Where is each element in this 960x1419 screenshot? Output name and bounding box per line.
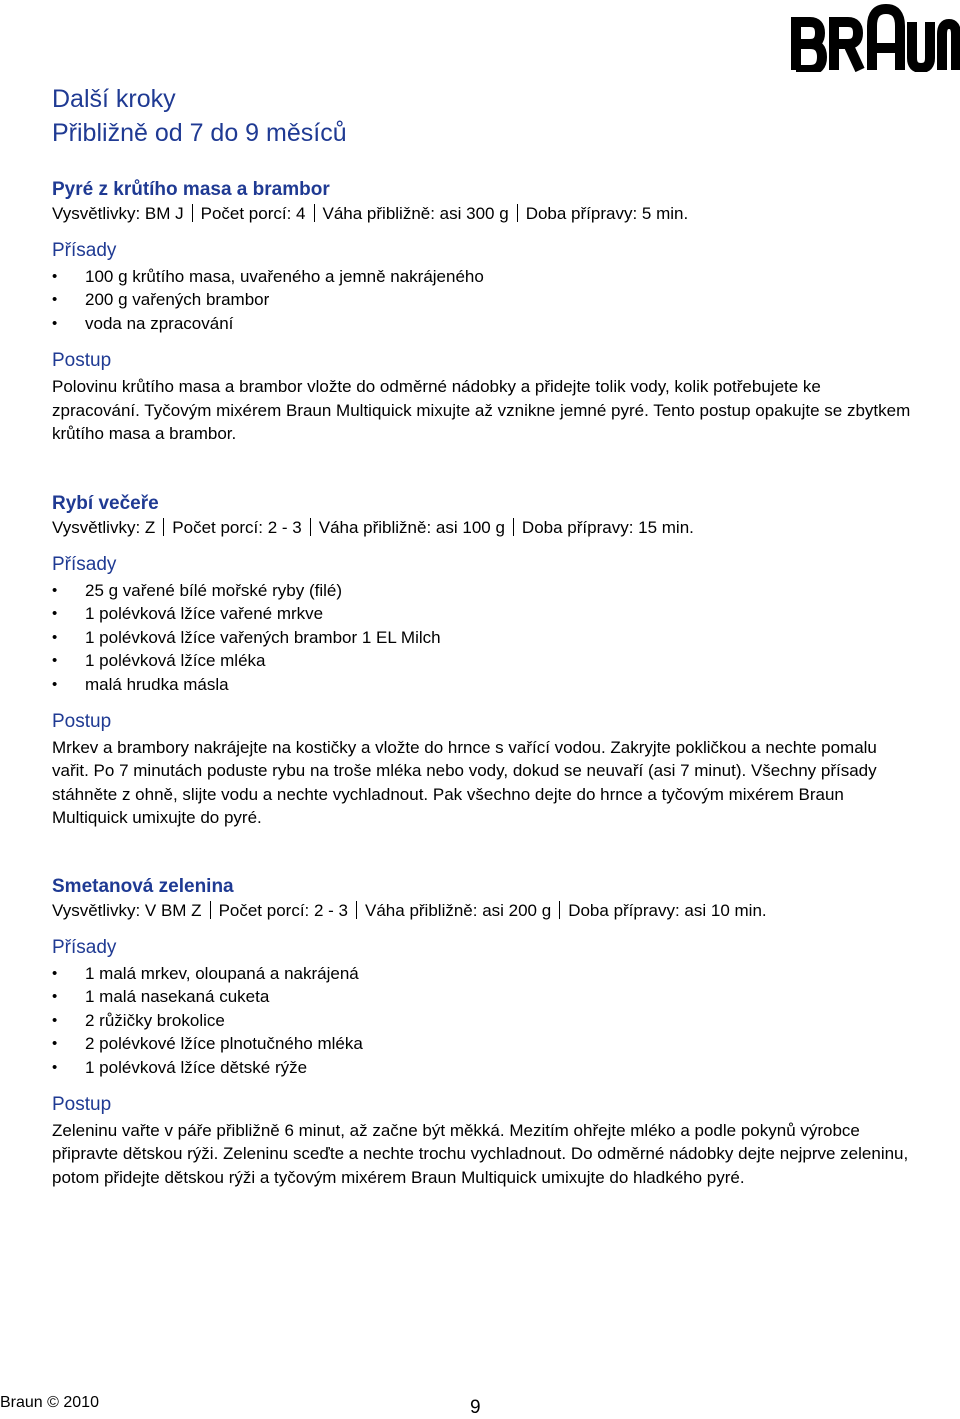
list-item: • 2 růžičky brokolice	[52, 1009, 912, 1032]
ingredients-heading: Přísady	[52, 937, 117, 958]
procedure-heading: Postup	[52, 711, 112, 733]
footer-copyright: Braun © 2010	[0, 1394, 99, 1411]
meta-servings: Počet porcí: 2 - 3	[172, 518, 302, 537]
meta-separator	[517, 204, 518, 222]
ingredients-list	[52, 265, 912, 335]
bullet-icon: •	[52, 605, 58, 623]
meta-legend: Vysvětlivky: V BM Z	[52, 901, 202, 920]
bullet-icon: •	[52, 988, 58, 1006]
meta-separator	[210, 901, 211, 919]
page-number: 9	[470, 1397, 481, 1418]
bullet-icon: •	[52, 582, 58, 599]
bullet-icon: •	[52, 1058, 58, 1076]
ingredients-heading: Přísady	[52, 240, 117, 261]
bullet-icon: •	[52, 268, 58, 285]
list-item: • 1 polévková lžíce mléka	[52, 649, 912, 672]
list-item: • 1 polévková lžíce vařených brambor 1 EL Milch	[52, 626, 912, 649]
recipe-turkey-potato	[52, 178, 912, 445]
meta-prep-time: Doba přípravy: 5 min.	[525, 204, 689, 223]
meta-servings: Počet porcí: 4	[200, 204, 306, 223]
meta-weight: Váha přibližně: asi 200 g	[365, 901, 552, 920]
procedure-text: Polovinu krůtího masa a brambor vložte do odměrné nádobky a přidejte tolik vody, kolik potřebujete ke zpracování. Tyčovým mixérem Braun Multiquick mixujte až vznikne jemné pyré. Tento postup opakujte se zbytkem krůtího masa a brambor.	[52, 377, 911, 444]
list-item: • 100 g krůtího masa, uvařeného a jemně nakrájeného	[52, 265, 912, 288]
meta-weight: Váha přibližně: asi 100 g	[318, 518, 505, 537]
procedure-text: Mrkev a brambory nakrájejte na kostičky a vložte do hrnce s vařící vodou. Zakryjte pokličkou a nechte pomalu vařit. Po 7 minutách poduste rybu na troše mléka nebo vody, dokud se neuvaří (asi 7 minut). Všechny přísady stáhněte z ohně, slijte vodu a nechte vychladnout. Pak všechno dejte do hrnce a tyčovým mixérem Braun Multiquick umixujte do pyré.	[52, 738, 877, 828]
recipe-fish-dinner	[52, 492, 912, 830]
list-item: • 200 g vařených brambor	[52, 288, 912, 311]
procedure-heading: Postup	[52, 1094, 112, 1116]
ingredients-heading: Přísady	[52, 554, 117, 575]
page-title-line-1: Další kroky	[52, 85, 176, 113]
list-item: • malá hrudka másla	[52, 673, 912, 696]
braun-logo	[790, 4, 960, 72]
meta-legend: Vysvětlivky: BM J	[52, 204, 184, 223]
list-item: • 1 malá nasekaná cuketa	[52, 985, 912, 1008]
bullet-icon: •	[52, 1035, 58, 1053]
bullet-icon: •	[52, 314, 58, 332]
meta-separator	[559, 901, 560, 919]
page-title-line-2: Přibližně od 7 do 9 měsíců	[52, 119, 347, 147]
list-item: • 1 polévková lžíce vařené mrkve	[52, 602, 912, 625]
recipe-title: Pyré z krůtího masa a brambor	[52, 179, 330, 200]
recipe-meta	[52, 899, 912, 922]
bullet-icon: •	[52, 291, 58, 309]
meta-separator	[314, 204, 315, 222]
meta-prep-time: Doba přípravy: 15 min.	[521, 518, 694, 537]
meta-separator	[513, 518, 514, 536]
page-title	[52, 82, 347, 150]
list-item: • 2 polévkové lžíce plnotučného mléka	[52, 1032, 912, 1055]
meta-separator	[356, 901, 357, 919]
meta-legend: Vysvětlivky: Z	[52, 518, 156, 537]
recipe-title: Smetanová zelenina	[52, 876, 234, 897]
list-item: • 1 polévková lžíce dětské rýže	[52, 1056, 912, 1079]
recipe-meta	[52, 202, 912, 225]
bullet-icon: •	[52, 1011, 58, 1029]
bullet-icon: •	[52, 965, 58, 982]
recipe-title: Rybí večeře	[52, 493, 159, 514]
meta-prep-time: Doba přípravy: asi 10 min.	[568, 901, 767, 920]
meta-weight: Váha přibližně: asi 300 g	[322, 204, 509, 223]
ingredients-list	[52, 962, 912, 1079]
meta-servings: Počet porcí: 2 - 3	[218, 901, 349, 920]
list-item: • voda na zpracování	[52, 312, 912, 335]
meta-separator	[192, 204, 193, 222]
procedure-heading: Postup	[52, 350, 112, 372]
bullet-icon: •	[52, 628, 58, 646]
meta-separator	[163, 518, 164, 536]
recipe-meta	[52, 516, 912, 539]
procedure-text: Zeleninu vařte v páře přibližně 6 minut, až začne být měkká. Mezitím ohřejte mléko a podle pokynů výrobce připravte dětskou rýži. Zeleninu sceďte a nechte trochu vychladnout. Do odměrné nádobky dejte nejprve zeleninu, potom přidejte dětskou rýži a tyčovým mixérem Braun Multiquick umixujte do hladkého pyré.	[52, 1121, 909, 1187]
list-item: • 1 malá mrkev, oloupaná a nakrájená	[52, 962, 912, 985]
list-item: • 25 g vařené bílé mořské ryby (filé)	[52, 579, 912, 602]
meta-separator	[310, 518, 311, 536]
recipe-creamy-vegetables	[52, 875, 912, 1189]
bullet-icon: •	[52, 675, 58, 693]
ingredients-list	[52, 579, 912, 696]
bullet-icon: •	[52, 652, 58, 670]
